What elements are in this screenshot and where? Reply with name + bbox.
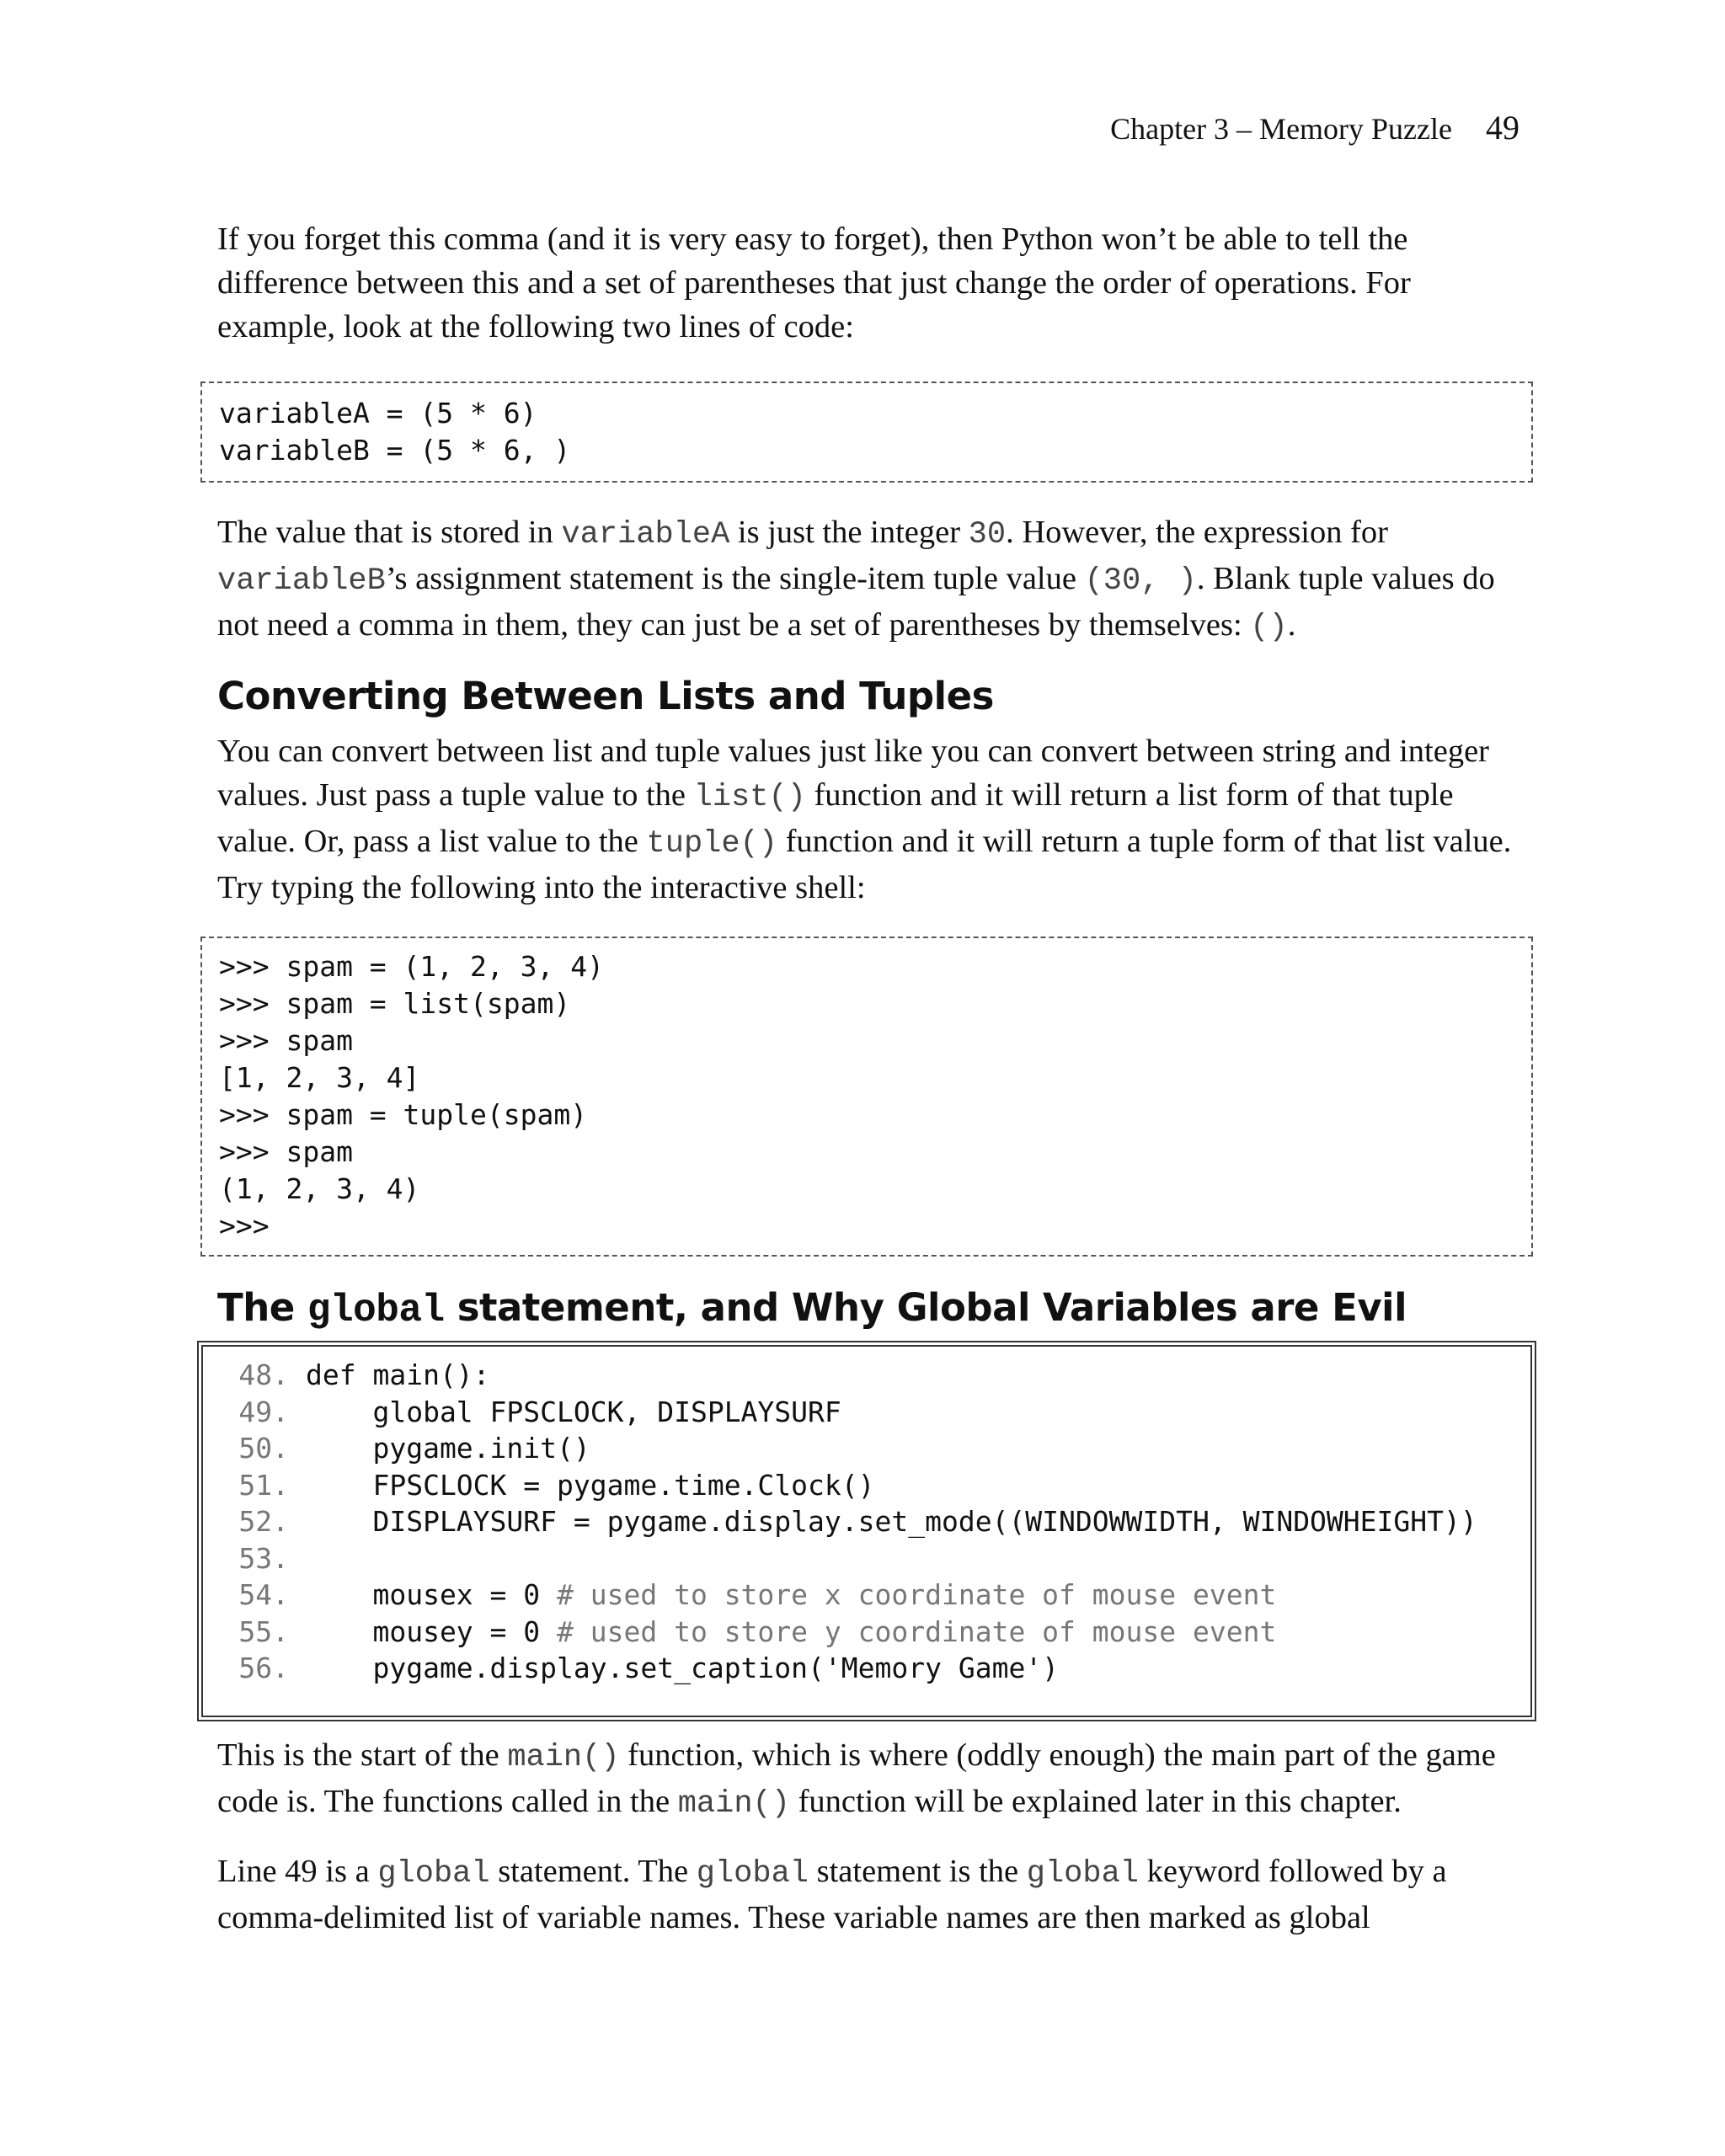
inline-code: variableA	[561, 517, 730, 552]
listing-line	[203, 1394, 1530, 1431]
text-run: function, which is where (oddly enough) the main part of the game code is. The functions called in the	[217, 1737, 1496, 1819]
text-run: statement. The	[489, 1854, 697, 1889]
inline-code: tuple()	[646, 826, 777, 862]
text-run: . Blank tuple values do not need a comma in them, they can just be a set of parentheses by themselves:	[217, 561, 1495, 643]
section-heading: Converting Between Lists and Tuples	[217, 674, 994, 718]
line-number: 52.	[238, 1505, 289, 1538]
line-number: 56.	[238, 1652, 289, 1684]
section-heading-global	[217, 1285, 1407, 1332]
line-code: mousey = 0	[306, 1614, 558, 1648]
line-code: FPSCLOCK = pygame.time.Clock()	[306, 1468, 875, 1502]
text-run: function and it will return a tuple form of that list value. Try typing the following into the interactive shell:	[217, 824, 1512, 905]
text-run: keyword followed by a comma-delimited list of variable names. These variable names are then marked as global	[217, 1854, 1447, 1935]
line-comment: # used to store x coordinate of mouse event	[557, 1578, 1277, 1611]
inline-code: list()	[693, 780, 806, 815]
code-block-variables	[200, 382, 1533, 483]
heading-code: global	[307, 1289, 445, 1332]
inline-code: 30	[968, 517, 1007, 552]
code-line: >>> spam = tuple(spam)	[219, 1098, 588, 1131]
listing-line	[203, 1503, 1530, 1540]
code-line: (1, 2, 3, 4)	[219, 1172, 420, 1205]
inline-code: main()	[507, 1740, 620, 1775]
text-run: This is the start of the	[217, 1737, 508, 1773]
paragraph-main	[217, 1733, 1531, 1826]
line-number: 54.	[238, 1578, 289, 1611]
text-run: . However, the expression for	[1006, 515, 1388, 550]
code-line: [1, 2, 3, 4]	[219, 1061, 420, 1094]
text-run: is just the integer	[729, 515, 969, 550]
line-code: pygame.init()	[306, 1432, 590, 1465]
line-number: 53.	[238, 1541, 289, 1575]
text-run: .	[1287, 607, 1296, 643]
text-run: function and it will return a list form of that tuple value. Or, pass a list value to the	[217, 777, 1454, 859]
line-number: 49.	[238, 1395, 289, 1428]
code-line: >>> spam = list(spam)	[219, 987, 571, 1020]
paragraph-convert	[217, 729, 1531, 910]
line-code: global FPSCLOCK, DISPLAYSURF	[306, 1395, 841, 1428]
paragraph-tuple-value	[217, 510, 1531, 649]
listing-line	[203, 1614, 1530, 1651]
text-run: Line 49 is a	[217, 1854, 378, 1889]
inline-code: (30, )	[1084, 563, 1197, 599]
inline-code: global	[696, 1856, 809, 1892]
heading-text: The	[217, 1285, 307, 1330]
listing-line	[203, 1577, 1530, 1614]
page-number: 49	[1486, 109, 1519, 147]
text-run: ’s assignment statement is the single-item tuple value	[385, 561, 1085, 596]
code-line: variableA = (5 * 6)	[219, 397, 537, 430]
line-number: 55.	[238, 1614, 289, 1648]
code-line: >>> spam = (1, 2, 3, 4)	[219, 950, 604, 983]
text-run: function will be explained later in this chapter.	[789, 1784, 1402, 1819]
source-listing	[197, 1341, 1536, 1721]
text-run: The value that is stored in	[217, 515, 562, 550]
line-comment: # used to store y coordinate of mouse event	[557, 1614, 1277, 1648]
heading-text: statement, and Why Global Variables are Evil	[444, 1285, 1407, 1330]
line-number: 50.	[238, 1432, 289, 1465]
listing-line	[203, 1430, 1530, 1467]
line-number: 51.	[238, 1468, 289, 1502]
line-number: 48.	[238, 1358, 289, 1391]
line-code: def main():	[306, 1358, 490, 1391]
text-run: statement is the	[809, 1854, 1027, 1889]
text-run: You can convert between list and tuple values just like you can convert between string and integer values. Just pass a tuple value to the	[217, 734, 1489, 813]
listing-line	[203, 1650, 1530, 1687]
chapter-title: Chapter 3 – Memory Puzzle	[1110, 112, 1452, 146]
paragraph-global	[217, 1849, 1531, 1940]
listing-line	[203, 1357, 1530, 1394]
inline-code: global	[1026, 1856, 1139, 1892]
code-line: >>> spam	[219, 1135, 353, 1168]
inline-code: main()	[677, 1786, 790, 1822]
listing-line	[203, 1467, 1530, 1504]
code-line: variableB = (5 * 6, )	[219, 434, 571, 467]
running-header	[1110, 108, 1519, 147]
code-block-shell	[200, 937, 1533, 1257]
inline-code: variableB	[217, 563, 386, 599]
inline-code: global	[377, 1856, 490, 1892]
code-line: >>> spam	[219, 1024, 353, 1057]
inline-code: ()	[1250, 610, 1288, 645]
paragraph-comma: If you forget this comma (and it is very easy to forget), then Python won’t be able to tell the difference between this and a set of parentheses that just change the order of operations. For example, look at the following two lines of code:	[217, 221, 1411, 344]
line-code: pygame.display.set_caption('Memory Game')	[306, 1652, 1060, 1684]
listing-line	[203, 1540, 1530, 1577]
code-line: >>>	[219, 1209, 270, 1242]
line-code: mousex = 0	[306, 1578, 558, 1611]
line-code: DISPLAYSURF = pygame.display.set_mode((WINDOWWIDTH, WINDOWHEIGHT))	[306, 1505, 1477, 1538]
